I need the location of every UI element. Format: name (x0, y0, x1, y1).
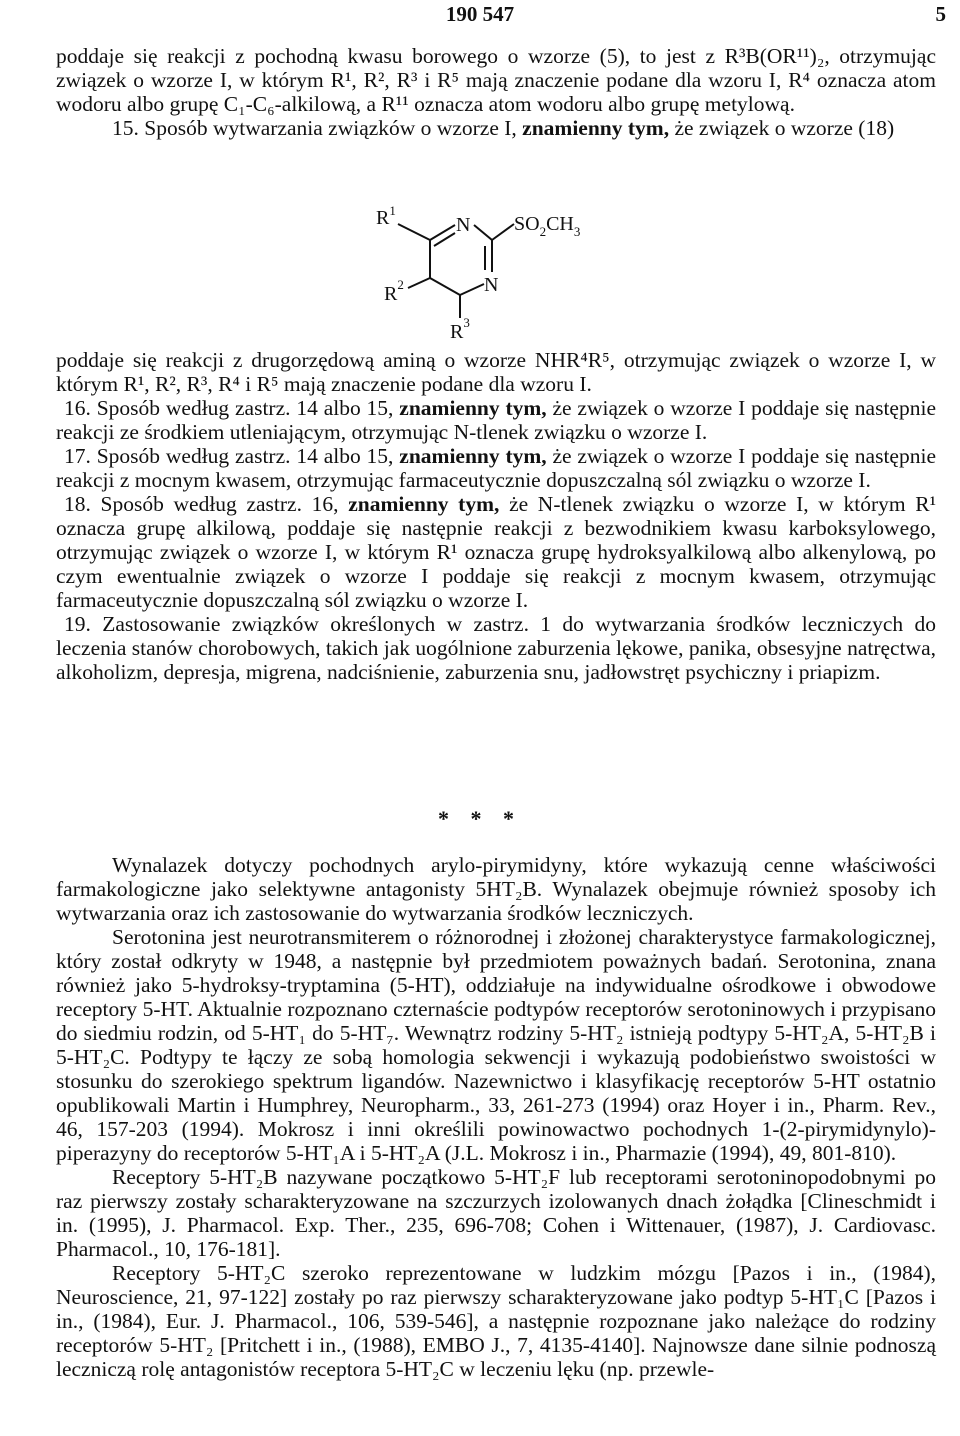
claim-17-tail: że związek o wzorze I poddaje się następnie reakcji z mocnym kwasem, otrzymując farmaceutycznie dopuszczalną sól związku o wzorze I. (56, 444, 936, 492)
label-r1: $R^1$ (376, 203, 396, 229)
description-paragraph-4: Receptory 5-HT₂C szeroko reprezentowane w ludzkim mózgu [Pazos i in., (1984), Neuroscience, 21, 97-122] zostały po raz pierwszy scharakteryzowane jako podtyp 5-HT₁C [Pazos i in., (1984), Eur. J. Pharmacol., 106, 539-546], a następnie rozpoznane jako należące do rodziny receptorów 5-HT₂ [Pritchett i in., (1988), EMBO J., 7, 4135-4140]. Najnowsze dane silnie podnoszą leczniczą rolę antagonistów receptora 5-HT₂C w leczeniu lęku (np. przewle- (56, 1261, 936, 1381)
description (56, 853, 936, 1381)
claim-17 (56, 444, 936, 492)
claim-16 (56, 396, 936, 444)
claim-15-characterized: znamienny tym, (522, 116, 670, 140)
label-n2: N (484, 274, 499, 296)
description-paragraph-2: Serotonina jest neurotransmiterem o różnorodnej i złożonej charakterystyce farmakologicznej, który został odkryty w 1948, a następnie był przedmiotem poważnych badań. Serotonina, znana również jako 5-hydroksy-tryptamina (5-HT), oddziałuje na indywidualne ośrodkowe i obwodowe receptory 5-HT. Aktualnie rozpoznano czternaście podtypów receptorów serotoninowych i przypisano do siedmiu rodzin, od 5-HT₁ do 5-HT₇. Wewnątrz rodziny 5-HT₂ istnieją podtypy 5-HT₂A, 5-HT₂B i 5-HT₂C. Podtypy te łączy ze sobą homologia sekwencji i wykazują podobieństwo swoistości w stosunku do szerokiego spektrum ligandów. Nazewnictwo i klasyfikację receptorów 5-HT ostatnio opublikowali Martin i Humphrey, Neuropharm., 33, 261-273 (1994) oraz Hoyer i in., Pharm. Rev., 46, 157-203 (1994). Mokrosz i inni określili powinowactwo pochodnych 1-(2-pirymidynylo)-piperazyny do receptorów 5-HT₁A i 5-HT₂A (J.L. Mokrosz i in., Pharmazie (1994), 49, 801-810). (56, 925, 936, 1165)
pyrimidine-structure (356, 196, 586, 346)
claim-15-tail: że związek o wzorze (18) (674, 116, 895, 140)
bond-n2-c (460, 284, 484, 295)
claim-18-tail: że N-tlenek związku o wzorze I, w którym R¹ oznacza grupę alkilową, poddaje się następnie reakcji z bezwodnikiem kwasu karboksylowego, otrzymując związek o wzorze I, w którym R¹ oznacza grupę hydroksyalkilową albo alkenylową, po czym ewentualnie związek o wzorze I poddaje się reakcji z mocnym kwasem, otrzymując farmaceutycznie dopuszczalną sól związku o wzorze I. (56, 492, 937, 612)
bond-c-n1 (430, 225, 455, 240)
claim-16-tail: że związek o wzorze I poddaje się następnie reakcji ze środkiem utleniającym, otrzymując N-tlenek związku o wzorze I. (56, 396, 936, 444)
description-paragraph-1: Wynalazek dotyczy pochodnych arylo-pirymidyny, które wykazują cenne właściwości farmakologiczne jako selektywne antagonisty 5HT₂B. Wynalazek obejmuje również sposoby ich wytwarzania oraz ich zastosowanie do wytwarzania środków leczniczych. (56, 853, 936, 925)
label-so2ch3: $SO_2CH_3$ (514, 213, 581, 239)
section-separator: * * * (438, 806, 522, 831)
ring-bonds (398, 224, 514, 318)
formula-continuation: poddaje się reakcji z drugorzędową aminą o wzorze NHR⁴R⁵, otrzymując związek o wzorze I, w którym R¹, R², R³, R⁴ i R⁵ mają znaczenie podane dla wzoru I. (56, 348, 936, 396)
patent-number: 190 547 (445, 2, 515, 26)
claim-17-lead: 17. Sposób według zastrz. 14 albo 15, (64, 444, 394, 468)
bond-c-c (430, 278, 460, 295)
structural-formula-18 (356, 196, 586, 346)
claim-18 (56, 492, 936, 612)
claim-14-continuation: poddaje się reakcji z pochodną kwasu borowego o wzorze (5), to jest z R³B(OR¹¹)₂, otrzymując związek o wzorze I, w którym R¹, R², R³ i R⁵ mają znaczenie podane dla wzoru I, R⁴ oznacza atom wodoru albo grupę C₁-C₆-alkilową, a R¹¹ oznacza atom wodoru albo grupę metylową. (56, 44, 936, 116)
claim-18-lead: 18. Sposób według zastrz. 16, (64, 492, 339, 516)
bond-n1-c2 (474, 225, 492, 240)
claim-17-characterized: znamienny tym, (399, 444, 547, 468)
page-number: 5 (935, 2, 946, 26)
claim-19: 19. Zastosowanie związków określonych w zastrz. 1 do wytwarzania środków leczniczych do leczenia stanów chorobowych, takich jak uogólnione zaburzenia lękowe, panika, obsesyjne natręctwa, alkoholizm, depresja, migrena, nadciśnienie, zaburzenia snu, jadłowstręt psychiczny i priapizm. (56, 612, 936, 684)
claim-15 (56, 116, 936, 140)
claim-18-characterized: znamienny tym, (348, 492, 500, 516)
bond-r1-c (398, 224, 430, 240)
claim-15-lead: 15. Sposób wytwarzania związków o wzorze I, (112, 116, 517, 140)
claim-16-lead: 16. Sposób według zastrz. 14 albo 15, (64, 396, 394, 420)
bond-c-r2 (408, 278, 430, 288)
claims-mid (56, 348, 936, 684)
label-n1: N (456, 214, 471, 236)
label-r3: $R^3$ (450, 315, 470, 343)
bond-c2-so2 (492, 224, 514, 240)
claim-16-characterized: znamienny tym, (399, 396, 547, 420)
claims-top (56, 44, 936, 140)
label-r2: $R^2$ (384, 277, 404, 305)
description-paragraph-3: Receptory 5-HT₂B nazywane początkowo 5-HT₂F lub receptorami serotoninopodobnymi po raz pierwszy zostały scharakteryzowane na szczurzych izolowanych dnach żołądka [Clineschmidt i in. (1995), J. Pharmacol. Exp. Ther., 235, 696-708; Cohen i Wittenauer, (1987), J. Cardiovasc. Pharmacol., 10, 176-181]. (56, 1165, 936, 1261)
